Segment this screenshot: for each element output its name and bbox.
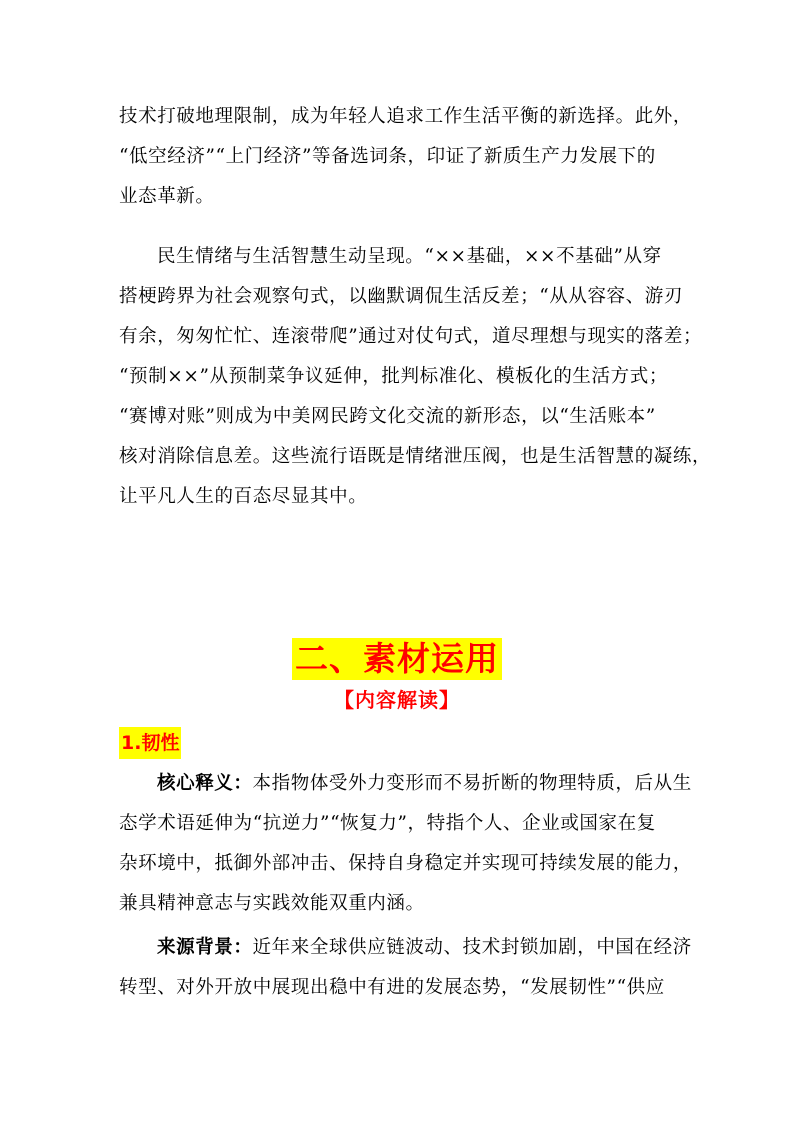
text-line [119,764,692,804]
text-line: “赛博对账”则成为中美网民跨文化交流的新形态，以“生活账本” [119,406,656,427]
core-meaning-text: 本指物体受外力变形而不易折断的物理特质，后从生 [252,773,692,794]
paragraph-background [119,928,692,1008]
text-line [119,928,692,968]
section-subtitle: 【内容解读】 [334,688,460,712]
background-label: 来源背景： [157,937,253,958]
text-line: 兼具精神意志与实践效能双重内涵。 [119,893,425,914]
text-line: 态学术语延伸为“抗逆力”“恢复力”，特指个人、企业或国家在复 [119,813,656,834]
core-meaning-label: 核心释义： [157,773,253,794]
text-line: 有余，匆匆忙忙、连滚带爬”通过对仗句式，道尽理想与现实的落差； [119,326,703,347]
paragraph-core-meaning [119,764,693,924]
text-line: “低空经济”“上门经济”等备选词条，印证了新质生产力发展下的 [119,146,656,167]
text-line: 民生情绪与生活智慧生动呈现。“××基础，××不基础”从穿 [157,246,662,267]
paragraph-livelihood [119,237,712,517]
text-line: 让平凡人生的百态尽显其中。 [119,486,368,507]
text-line: 技术打破地理限制，成为年轻人追求工作生活平衡的新选择。此外， [119,106,693,127]
background-text: 近年来全球供应链波动、技术封锁加剧，中国在经济 [252,937,692,958]
text-line: 搭梗跨界为社会观察句式，以幽默调侃生活反差；“从从容容、游刃 [119,286,683,307]
text-line: “预制××”从预制菜争议延伸，批判标准化、模板化的生活方式； [119,366,668,387]
paragraph-remote-work [119,97,693,217]
item-heading-resilience: 1.韧性 [119,727,181,759]
text-line: 杂环境中，抵御外部冲击、保持自身稳定并实现可持续发展的能力， [119,853,693,874]
text-line: 核对消除信息差。这些流行语既是情绪泄压阀，也是生活智慧的凝练， [119,446,712,467]
text-line: 转型、对外开放中展现出稳中有进的发展态势，“发展韧性”“供应 [119,977,665,998]
section-title-text: 二、素材运用 [292,638,502,680]
text-line: 业态革新。 [119,186,215,207]
section-title [0,638,794,680]
